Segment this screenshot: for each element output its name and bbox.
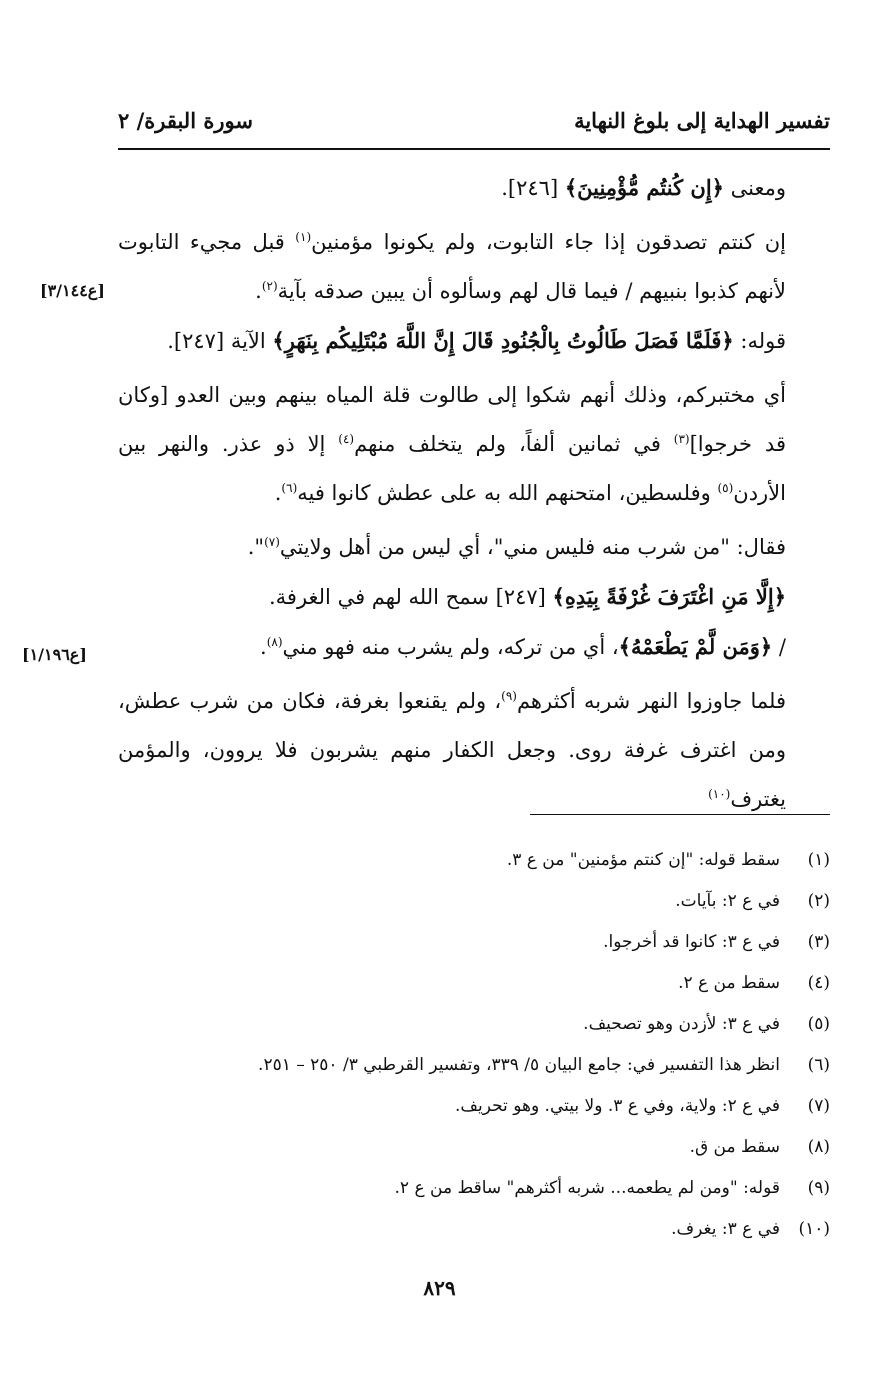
footnote-number: (٨) [807, 1137, 830, 1157]
footnote-item [118, 1127, 830, 1168]
footnote-text: في ع ٢: بآيات. [675, 891, 780, 911]
book-title: تفسير الهداية إلى بلوغ النهاية [574, 108, 830, 133]
footnote-text: في ع ٢: ولاية، وفي ع ٣. ولا بيتي. وهو تحريف. [454, 1096, 780, 1116]
footnote-text: سقط من ق. [689, 1137, 780, 1157]
footnote-text: سقط قوله: "إن كنتم مؤمنين" من ع ٣. [506, 850, 780, 870]
paragraph: إن كنتم تصدقون إذا جاء التابوت، ولم يكونوا مؤمنين$^{(١)}$ قبل مجيء التابوت لأنهم كذبوا بنبيهم / فيما قال لهم وسألوه أن يبين صدقه بآية$^{(٢)}$. [118, 230, 786, 303]
paragraph: فلما جاوزوا النهر شربه أكثرهم$^{(٩)}$، ولم يقنعوا بغرفة، فكان من شرب عطش، ومن اغترف غرفة روى. وجعل الكفار منهم يشربون فلا يروون، والمؤمن يغترف$^{(١٠)}$ [118, 689, 786, 811]
footnote-number: (٧) [807, 1096, 830, 1116]
paragraph: أي مختبركم، وذلك أنهم شكوا إلى طالوت قلة المياه بينهم وبين العدو [وكان قد خرجوا]$^{(٣)}$ في ثمانين ألفاً، ولم يتخلف منهم$^{(٤)}$ إلا ذو عذر. والنهر بين الأردن$^{(٥)}$ وفلسطين، امتحنهم الله به على عطش كانوا فيه$^{(٦)}$. [118, 383, 786, 505]
footnote-marker[interactable]: (٣) [673, 432, 690, 446]
footnote-text: انظر هذا التفسير في: جامع البيان ٥/ ٣٣٩، وتفسير القرطبي ٣/ ٢٥٠ – ٢٥١. [258, 1055, 780, 1075]
margin-manuscript-ref: [ع١/١٩٦] [22, 645, 87, 664]
footnote-marker[interactable]: (١) [295, 230, 312, 244]
footnote-item [118, 881, 830, 922]
footnote-number: (٣) [807, 932, 830, 952]
footnote-number: (٤) [807, 973, 830, 993]
footnote-item [118, 963, 830, 1004]
quran-verse: ﴿إِن كُنتُم مُّؤْمِنِينَ﴾ [564, 175, 724, 200]
footnote-marker[interactable]: (٢) [261, 279, 278, 293]
footnote-text: في ع ٣: يغرف. [671, 1219, 780, 1239]
quran-verse: ﴿وَمَن لَّمْ يَطْعَمْهُ﴾ [618, 634, 773, 659]
footnote-marker[interactable]: (١٠) [708, 787, 731, 801]
footnote-item [118, 922, 830, 963]
footnote-number: (٩) [807, 1178, 830, 1198]
footnote-number: (١٠) [798, 1219, 830, 1239]
footnote-marker[interactable]: (٩) [501, 689, 517, 703]
footnote-text: قوله: "ومن لم يطعمه... شربه أكثرهم" ساقط من ع ٢. [394, 1178, 780, 1198]
quran-verse: ﴿فَلَمَّا فَصَلَ طَالُوتُ بِالْجُنُودِ قَالَ إِنَّ اللَّهَ مُبْتَلِيكُم بِنَهَرٍ﴾ [272, 328, 734, 353]
footnote-number: (٢) [807, 891, 830, 911]
quran-verse: ﴿إِلَّا مَنِ اغْتَرَفَ غُرْفَةً بِيَدِهِ﴾ [552, 584, 786, 609]
paragraph: / ﴿وَمَن لَّمْ يَطْعَمْهُ﴾، أي من تركه، ولم يشرب منه فهو مني$^{(٨)}$. [260, 634, 786, 659]
footnote-marker[interactable]: (٤) [338, 432, 355, 446]
footnote-divider [530, 814, 830, 815]
paragraph: ومعنى ﴿إِن كُنتُم مُّؤْمِنِينَ﴾ [٢٤٦]. [501, 175, 786, 200]
surah-label: سورة البقرة/ ٢ [118, 108, 253, 133]
footnote-number: (٥) [807, 1014, 830, 1034]
header-divider [118, 148, 830, 150]
footnote-item [118, 1209, 830, 1250]
footnote-number: (١) [807, 850, 830, 870]
footnote-item [118, 1004, 830, 1045]
page-number: ٨٢٩ [423, 1276, 456, 1300]
footnote-text: في ع ٣: كانوا قد أخرجوا. [603, 932, 780, 952]
main-text [118, 163, 830, 824]
running-header [118, 108, 830, 144]
footnote-text: سقط من ع ٢. [678, 973, 780, 993]
footnote-item [118, 1045, 830, 1086]
footnote-marker[interactable]: (٨) [266, 635, 283, 649]
footnote-marker[interactable]: (٧) [264, 535, 280, 549]
paragraph: قوله: ﴿فَلَمَّا فَصَلَ طَالُوتُ بِالْجُنُودِ قَالَ إِنَّ اللَّهَ مُبْتَلِيكُم بِنَهَرٍ﴾ الآية [٢٤٧]. [167, 328, 786, 353]
paragraph: ﴿إِلَّا مَنِ اغْتَرَفَ غُرْفَةً بِيَدِهِ﴾ [٢٤٧] سمح الله لهم في الغرفة. [268, 584, 786, 609]
paragraph: فقال: "من شرب منه فليس مني"، أي ليس من أهل ولايتي$^{(٧)}$". [247, 535, 786, 559]
footnote-marker[interactable]: (٦) [281, 481, 298, 495]
margin-manuscript-ref: [ع٣/١٤٤] [40, 281, 105, 300]
footnote-item [118, 1086, 830, 1127]
footnote-marker[interactable]: (٥) [717, 481, 734, 495]
footnote-item [118, 1168, 830, 1209]
footnote-text: في ع ٣: لأزدن وهو تصحيف. [583, 1014, 780, 1034]
footnotes [118, 840, 830, 1250]
footnote-item [118, 840, 830, 881]
footnote-number: (٦) [807, 1055, 830, 1075]
